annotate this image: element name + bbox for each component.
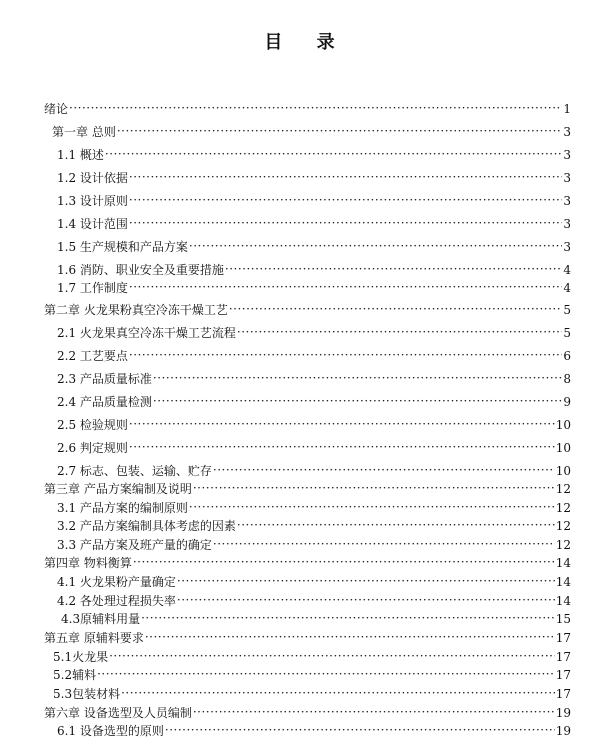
toc-entry xyxy=(57,723,571,739)
dot-leader xyxy=(237,517,555,533)
dot-leader xyxy=(129,347,562,363)
toc-entry xyxy=(57,325,571,341)
toc-entry xyxy=(61,611,571,627)
toc-entry xyxy=(57,216,571,232)
toc-entry-label: 第六章 设备选型及人员编制 xyxy=(44,706,192,720)
toc-entry-page-number: 4 xyxy=(563,281,571,295)
toc-entry-page-number: 9 xyxy=(563,395,571,409)
dot-leader xyxy=(133,554,555,570)
dot-leader xyxy=(165,722,555,738)
toc-entry-page-number: 17 xyxy=(555,650,571,664)
toc-entry-label: 4.2 各处理过程损失率 xyxy=(57,594,176,608)
toc-entry xyxy=(44,481,571,497)
toc-entry xyxy=(57,500,571,516)
toc-entry-label: 6.1 设备选型的原则 xyxy=(57,724,164,738)
toc-entry-page-number: 17 xyxy=(555,668,571,682)
dot-leader xyxy=(237,324,562,340)
toc-entry xyxy=(52,124,571,140)
dot-leader xyxy=(129,439,555,455)
toc-entry-page-number: 17 xyxy=(555,631,571,645)
toc-entry-page-number: 12 xyxy=(555,482,571,496)
toc-entry xyxy=(57,371,571,387)
toc-entry-label: 1.4 设计范围 xyxy=(57,217,128,231)
toc-entry-label: 2.5 检验规则 xyxy=(57,418,128,432)
dot-leader xyxy=(189,499,555,515)
toc-entry xyxy=(57,170,571,186)
toc-entry-label: 1.7 工作制度 xyxy=(57,281,128,295)
dot-leader xyxy=(213,536,555,552)
toc-entry-label: 2.4 产品质量检测 xyxy=(57,395,152,409)
dot-leader xyxy=(225,261,562,277)
toc-entry-label: 第二章 火龙果粉真空冷冻干燥工艺 xyxy=(44,303,228,317)
toc-entry-label: 1.5 生产规模和产品方案 xyxy=(57,240,188,254)
toc-entry xyxy=(57,537,571,553)
toc-entry xyxy=(57,147,571,163)
toc-entry-page-number: 3 xyxy=(563,240,571,254)
toc-entry-label: 4.1 火龙果粉产量确定 xyxy=(57,575,176,589)
toc-entry-page-number: 5 xyxy=(563,303,571,317)
toc-entry xyxy=(57,518,571,534)
toc-entry-page-number: 3 xyxy=(563,171,571,185)
toc-entry xyxy=(53,667,571,683)
toc-entry-page-number: 12 xyxy=(555,501,571,515)
toc-entry-page-number: 1 xyxy=(563,102,571,116)
toc-entry xyxy=(44,302,571,318)
toc-entry-page-number: 12 xyxy=(555,538,571,552)
dot-leader xyxy=(145,629,555,645)
toc-entry-label: 2.2 工艺要点 xyxy=(57,349,128,363)
toc-entry-label: 5.3包装材料 xyxy=(53,687,121,701)
toc-entry-label: 1.6 消防、职业安全及重要措施 xyxy=(57,263,224,277)
dot-leader xyxy=(177,573,555,589)
toc-entry-page-number: 6 xyxy=(563,349,571,363)
toc-entry-label: 4.3原辅料用量 xyxy=(61,612,141,626)
toc-entry xyxy=(53,649,571,665)
toc-entry-page-number: 4 xyxy=(563,263,571,277)
toc-entry-label: 5.2辅料 xyxy=(53,668,97,682)
toc-entry-page-number: 3 xyxy=(563,194,571,208)
dot-leader xyxy=(129,169,562,185)
toc-entry-label: 1.3 设计原则 xyxy=(57,194,128,208)
toc-entry xyxy=(57,574,571,590)
toc-entry-page-number: 14 xyxy=(555,594,571,608)
dot-leader xyxy=(141,610,555,626)
toc-entry-label: 2.3 产品质量标准 xyxy=(57,372,152,386)
toc-entry-label: 3.1 产品方案的编制原则 xyxy=(57,501,188,515)
dot-leader xyxy=(193,704,555,720)
toc-entry-page-number: 10 xyxy=(555,418,571,432)
toc-entry xyxy=(57,463,571,479)
toc-entry-page-number: 10 xyxy=(555,441,571,455)
dot-leader xyxy=(229,301,563,317)
toc-entry-label: 2.7 标志、包装、运输、贮存 xyxy=(57,464,212,478)
dot-leader xyxy=(193,480,555,496)
dot-leader xyxy=(129,192,562,208)
toc-entry xyxy=(53,686,571,702)
toc-entry-page-number: 10 xyxy=(555,464,571,478)
toc-entry-page-number: 17 xyxy=(555,687,571,701)
toc-entry xyxy=(44,555,571,571)
dot-leader xyxy=(129,416,555,432)
toc-entry-label: 2.6 判定规则 xyxy=(57,441,128,455)
toc-entry xyxy=(57,593,571,609)
toc-entry-label: 1.2 设计依据 xyxy=(57,171,128,185)
toc-entry xyxy=(57,239,571,255)
toc-entry xyxy=(57,193,571,209)
toc-entry-page-number: 14 xyxy=(555,556,571,570)
dot-leader xyxy=(153,393,562,409)
toc-entry xyxy=(44,630,571,646)
toc-entry-label: 2.1 火龙果真空冷冻干燥工艺流程 xyxy=(57,326,236,340)
dot-leader xyxy=(177,592,555,608)
toc-entry xyxy=(44,705,571,721)
page-title: 目 录 xyxy=(264,32,349,53)
toc-entry-label: 3.2 产品方案编制具体考虑的因素 xyxy=(57,519,236,533)
toc-entry-label: 3.3 产品方案及班产量的确定 xyxy=(57,538,212,552)
toc-entry xyxy=(57,394,571,410)
toc-entry xyxy=(57,348,571,364)
toc-entry-page-number: 3 xyxy=(563,125,571,139)
toc-entry xyxy=(44,101,571,117)
toc-entry-page-number: 15 xyxy=(555,612,571,626)
toc-entry-page-number: 12 xyxy=(555,519,571,533)
dot-leader xyxy=(213,462,555,478)
toc-entry-page-number: 19 xyxy=(555,724,571,738)
toc-entry-page-number: 3 xyxy=(563,148,571,162)
toc-entry-page-number: 5 xyxy=(563,326,571,340)
toc-entry-page-number: 19 xyxy=(555,706,571,720)
toc-entry-label: 第五章 原辅料要求 xyxy=(44,631,144,645)
toc-entry xyxy=(57,280,571,296)
toc-entry-label: 第四章 物料衡算 xyxy=(44,556,132,570)
toc-entry-label: 第一章 总则 xyxy=(52,125,116,139)
toc-entry-page-number: 3 xyxy=(563,217,571,231)
toc-entry-label: 1.1 概述 xyxy=(57,148,104,162)
toc-entry xyxy=(57,440,571,456)
toc-entry-page-number: 14 xyxy=(555,575,571,589)
dot-leader xyxy=(69,100,562,116)
dot-leader xyxy=(109,648,555,664)
toc-entry-label: 绪论 xyxy=(44,102,69,116)
dot-leader xyxy=(189,238,562,254)
toc-entry-label: 5.1火龙果 xyxy=(53,650,109,664)
toc-entry xyxy=(57,417,571,433)
toc-entry-page-number: 8 xyxy=(563,372,571,386)
dot-leader xyxy=(117,123,563,139)
dot-leader xyxy=(129,215,562,231)
toc-entry xyxy=(57,262,571,278)
toc-entry-label: 第三章 产品方案编制及说明 xyxy=(44,482,192,496)
dot-leader xyxy=(97,666,555,682)
dot-leader xyxy=(105,146,562,162)
dot-leader xyxy=(121,685,555,701)
dot-leader xyxy=(129,279,562,295)
dot-leader xyxy=(153,370,562,386)
